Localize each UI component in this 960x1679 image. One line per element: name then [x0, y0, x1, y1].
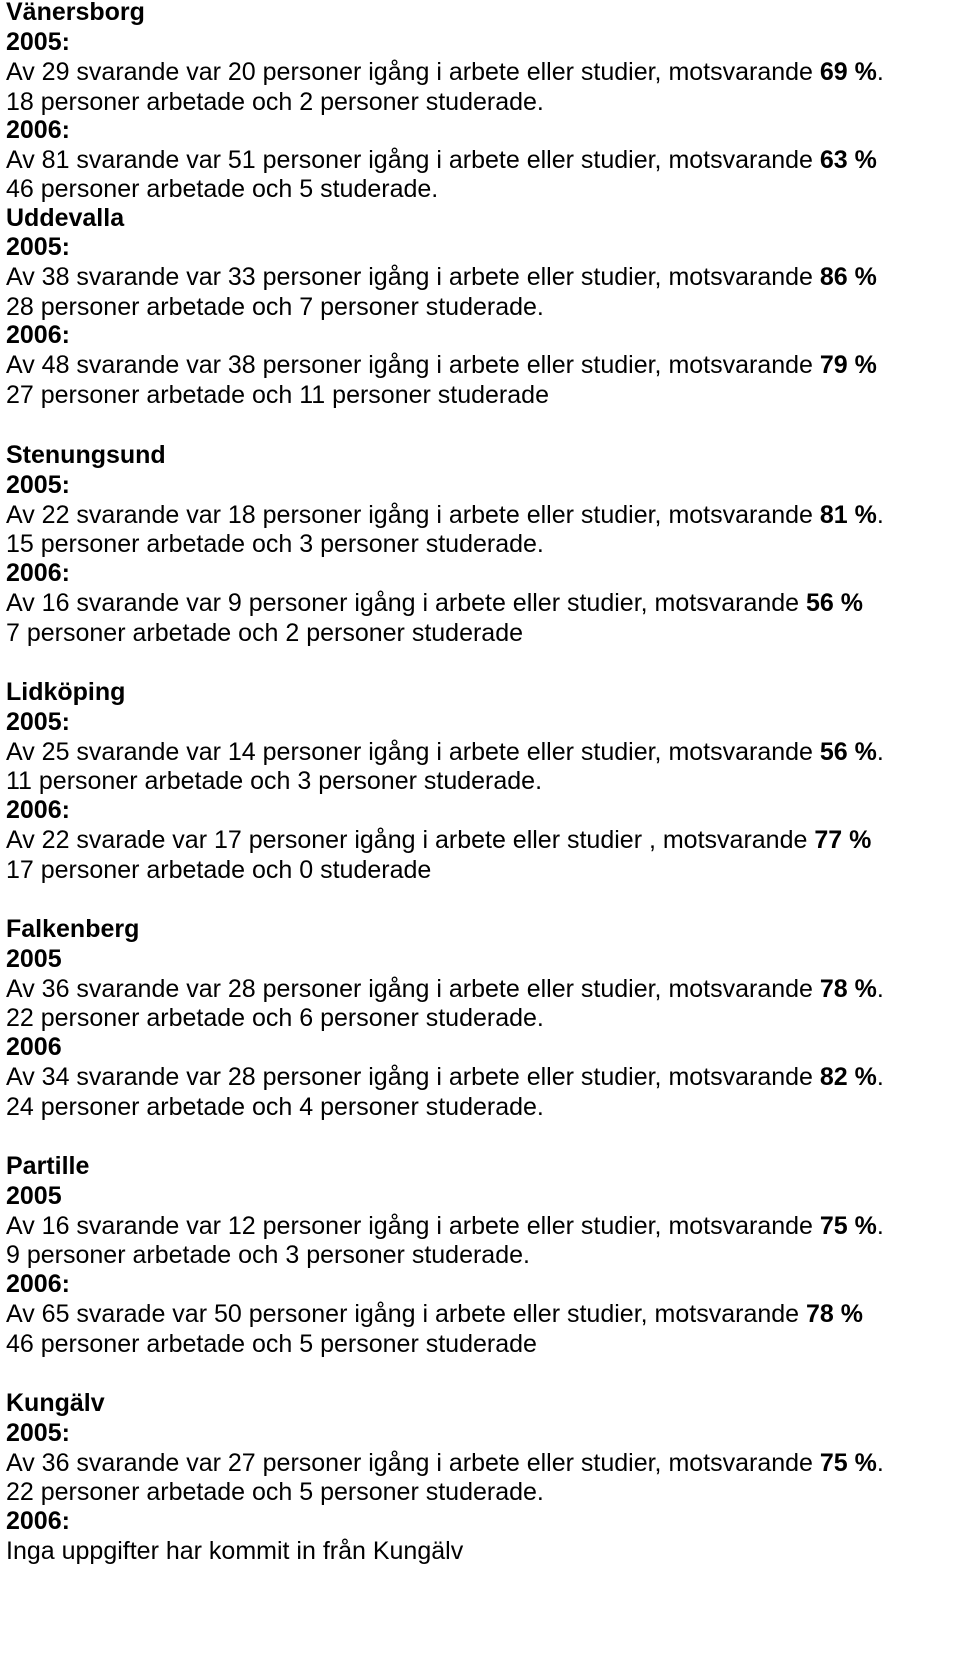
- summary-line: [6, 1211, 884, 1241]
- detail-line: 46 personer arbetade och 5 personer studerade: [6, 1330, 537, 1358]
- year-label: 2005: [6, 1182, 62, 1210]
- summary-line: [6, 1062, 884, 1092]
- percentage-value: 77 %: [814, 826, 872, 854]
- summary-punctuation: .: [876, 1063, 884, 1091]
- percentage-value: 56 %: [806, 589, 863, 617]
- percentage-value: 69 %: [819, 58, 877, 86]
- detail-line: 17 personer arbetade och 0 studerade: [6, 856, 432, 884]
- summary-line: [6, 350, 877, 380]
- no-data-note: Inga uppgifter har kommit in från Kungälv: [6, 1537, 464, 1565]
- percentage-value: 78 %: [819, 975, 877, 1003]
- percentage-value: 75 %: [819, 1212, 877, 1240]
- detail-line: 27 personer arbetade och 11 personer studerade: [6, 381, 549, 409]
- summary-line: [6, 500, 884, 530]
- percentage-value: 79 %: [819, 351, 877, 379]
- summary-line: [6, 588, 863, 618]
- section-heading-partille: Partille: [6, 1152, 90, 1180]
- detail-line: 18 personer arbetade och 2 personer studerade.: [6, 88, 544, 116]
- section-heading-kungalv: Kungälv: [6, 1389, 105, 1417]
- summary-punctuation: .: [876, 501, 884, 529]
- summary-line: [6, 1448, 884, 1478]
- year-label: 2006:: [6, 116, 70, 144]
- year-label: 2005:: [6, 708, 70, 736]
- summary-punctuation: .: [876, 1212, 884, 1240]
- year-label: 2005: [6, 945, 62, 973]
- summary-text: Av 22 svarande var 18 personer igång i arbete eller studier, motsvarande: [6, 501, 820, 529]
- year-label: 2006:: [6, 1507, 70, 1535]
- summary-line: [6, 825, 871, 855]
- summary-line: [6, 1299, 863, 1329]
- section-heading-falkenberg: Falkenberg: [6, 915, 140, 943]
- year-label: 2006:: [6, 796, 70, 824]
- year-label: 2006:: [6, 1270, 70, 1298]
- summary-punctuation: .: [876, 975, 884, 1003]
- summary-line: [6, 737, 884, 767]
- summary-line: [6, 57, 884, 87]
- summary-text: Av 65 svarade var 50 personer igång i arbete eller studier, motsvarande: [6, 1300, 806, 1328]
- summary-line: [6, 262, 877, 292]
- detail-line: 15 personer arbetade och 3 personer studerade.: [6, 530, 544, 558]
- summary-punctuation: .: [876, 1449, 884, 1477]
- summary-text: Av 16 svarande var 9 personer igång i arbete eller studier, motsvarande: [6, 589, 806, 617]
- year-label: 2006:: [6, 321, 70, 349]
- detail-line: 9 personer arbetade och 3 personer studerade.: [6, 1241, 530, 1269]
- year-label: 2005:: [6, 28, 70, 56]
- summary-text: Av 16 svarande var 12 personer igång i arbete eller studier, motsvarande: [6, 1212, 820, 1240]
- summary-line: [6, 974, 884, 1004]
- summary-text: Av 48 svarande var 38 personer igång i arbete eller studier, motsvarande: [6, 351, 820, 379]
- summary-text: Av 34 svarande var 28 personer igång i arbete eller studier, motsvarande: [6, 1063, 820, 1091]
- detail-line: 46 personer arbetade och 5 studerade.: [6, 175, 439, 203]
- percentage-value: 75 %: [819, 1449, 877, 1477]
- percentage-value: 56 %: [819, 738, 877, 766]
- year-label: 2006: [6, 1033, 62, 1061]
- section-heading-uddevalla: Uddevalla: [6, 204, 125, 232]
- detail-line: 22 personer arbetade och 5 personer studerade.: [6, 1478, 544, 1506]
- year-label: 2006:: [6, 559, 70, 587]
- summary-line: [6, 145, 877, 175]
- summary-text: Av 38 svarande var 33 personer igång i arbete eller studier, motsvarande: [6, 263, 820, 291]
- summary-text: Av 36 svarande var 27 personer igång i arbete eller studier, motsvarande: [6, 1449, 820, 1477]
- section-heading-vanersborg: Vänersborg: [6, 0, 145, 26]
- section-heading-lidkoping: Lidköping: [6, 678, 126, 706]
- summary-text: Av 36 svarande var 28 personer igång i arbete eller studier, motsvarande: [6, 975, 820, 1003]
- summary-text: Av 22 svarade var 17 personer igång i arbete eller studier , motsvarande: [6, 826, 815, 854]
- percentage-value: 78 %: [806, 1300, 863, 1328]
- summary-text: Av 29 svarande var 20 personer igång i arbete eller studier, motsvarande: [6, 58, 820, 86]
- summary-punctuation: .: [876, 738, 884, 766]
- percentage-value: 81 %: [819, 501, 877, 529]
- detail-line: 11 personer arbetade och 3 personer studerade.: [6, 767, 543, 795]
- detail-line: 22 personer arbetade och 6 personer studerade.: [6, 1004, 544, 1032]
- year-label: 2005:: [6, 233, 70, 261]
- year-label: 2005:: [6, 471, 70, 499]
- summary-text: Av 25 svarande var 14 personer igång i arbete eller studier, motsvarande: [6, 738, 820, 766]
- section-heading-stenungsund: Stenungsund: [6, 441, 166, 469]
- detail-line: 24 personer arbetade och 4 personer studerade.: [6, 1093, 544, 1121]
- percentage-value: 86 %: [819, 263, 877, 291]
- detail-line: 28 personer arbetade och 7 personer studerade.: [6, 293, 544, 321]
- year-label: 2005:: [6, 1419, 70, 1447]
- summary-text: Av 81 svarande var 51 personer igång i arbete eller studier, motsvarande: [6, 146, 820, 174]
- percentage-value: 82 %: [819, 1063, 877, 1091]
- percentage-value: 63 %: [819, 146, 877, 174]
- detail-line: 7 personer arbetade och 2 personer studerade: [6, 619, 524, 647]
- summary-punctuation: .: [876, 58, 884, 86]
